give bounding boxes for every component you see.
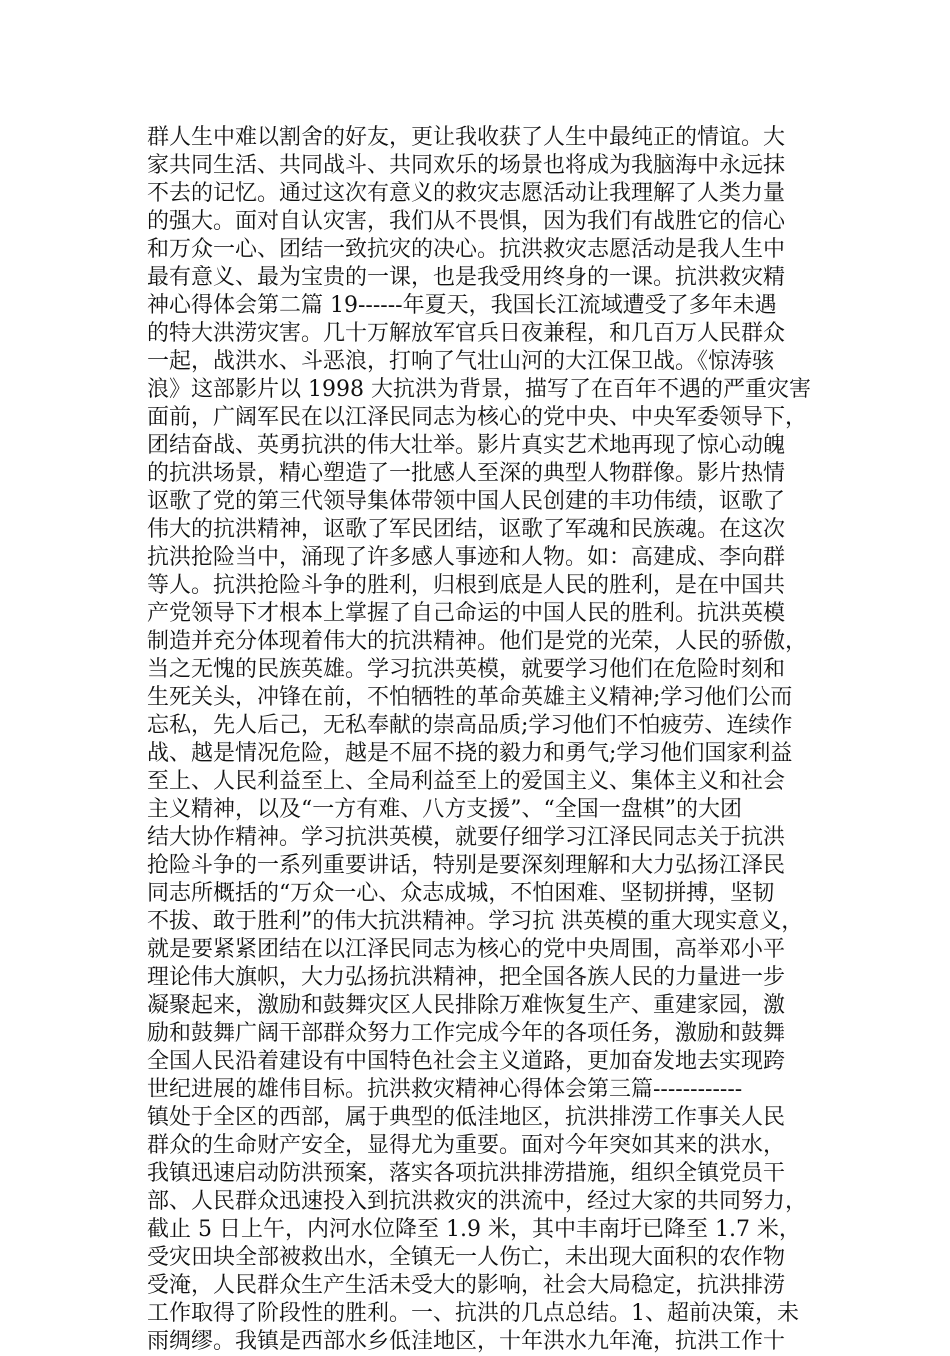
text-line: 等人。抗洪抢险斗争的胜利，归根到底是人民的胜利，是在中国共 <box>147 573 786 598</box>
text-line: 主义精神，以及“一方有难、八方支援”、“全国一盘棋”的大团 <box>147 797 742 822</box>
text-line: 当之无愧的民族英雄。学习抗洪英模，就要学习他们在危险时刻和 <box>147 657 786 682</box>
text-line: 受淹，人民群众生产生活未受大的影响，社会大局稳定，抗洪排涝 <box>147 1273 786 1298</box>
text-line: 团结奋战、英勇抗洪的伟大壮举。影片真实艺术地再现了惊心动魄 <box>147 433 786 458</box>
text-line: 雨绸缪。我镇是西部水乡低洼地区，十年洪水九年淹，抗洪工作十 <box>147 1329 786 1354</box>
text-line: 就是要紧紧团结在以江泽民同志为核心的党中央周围，高举邓小平 <box>147 937 786 962</box>
text-line: 结大协作精神。学习抗洪英模，就要仔细学习江泽民同志关于抗洪 <box>147 825 786 850</box>
text-line: 部、人民群众迅速投入到抗洪救灾的洪流中，经过大家的共同努力， <box>147 1189 808 1214</box>
text-line: 至上、人民利益至上、全局利益至上的爱国主义、集体主义和社会 <box>147 769 786 794</box>
text-line: 家共同生活、共同战斗、共同欢乐的场景也将成为我脑海中永远抹 <box>147 153 786 178</box>
text-line: 伟大的抗洪精神，讴歌了军民团结，讴歌了军魂和民族魂。在这次 <box>147 517 786 542</box>
text-line: 的特大洪涝灾害。几十万解放军官兵日夜兼程，和几百万人民群众 <box>147 321 786 346</box>
text-line: 忘私，先人后己，无私奉献的崇高品质;学习他们不怕疲劳、连续作 <box>147 713 793 738</box>
text-line: 战、越是情况危险，越是不屈不挠的毅力和勇气;学习他们国家利益 <box>147 741 793 766</box>
text-line: 制造并充分体现着伟大的抗洪精神。他们是党的光荣，人民的骄傲， <box>147 629 808 654</box>
text-line: 工作取得了阶段性的胜利。一、抗洪的几点总结。1、超前决策，未 <box>147 1301 799 1326</box>
text-line: 最有意义、最为宝贵的一课，也是我受用终身的一课。抗洪救灾精 <box>147 265 786 290</box>
text-line: 凝聚起来，激励和鼓舞灾区人民排除万难恢复生产、重建家园，激 <box>147 993 786 1018</box>
text-line: 励和鼓舞广阔干部群众努力工作完成今年的各项任务，激励和鼓舞 <box>147 1021 786 1046</box>
text-line: 浪》这部影片以 1998 大抗洪为背景，描写了在百年不遇的严重灾害 <box>147 377 811 402</box>
text-line: 理论伟大旗帜，大力弘扬抗洪精神，把全国各族人民的力量进一步 <box>147 965 786 990</box>
text-line: 面前，广阔军民在以江泽民同志为核心的党中央、中央军委领导下， <box>147 405 808 430</box>
text-line: 抗洪抢险当中，涌现了许多感人事迹和人物。如：高建成、李向群 <box>147 545 786 570</box>
text-line: 的强大。面对自认灾害，我们从不畏惧，因为我们有战胜它的信心 <box>147 209 786 234</box>
text-line: 镇处于全区的西部，属于典型的低洼地区，抗洪排涝工作事关人民 <box>147 1105 786 1130</box>
text-line: 抢险斗争的一系列重要讲话，特别是要深刻理解和大力弘扬江泽民 <box>147 853 786 878</box>
text-line: 和万众一心、团结一致抗灾的决心。抗洪救灾志愿活动是我人生中 <box>147 237 786 262</box>
text-line: 全国人民沿着建设有中国特色社会主义道路，更加奋发地去实现跨 <box>147 1049 786 1074</box>
text-line: 一起，战洪水、斗恶浪，打响了气壮山河的大江保卫战。《惊涛骇 <box>147 349 775 374</box>
text-line: 不拔、敢于胜利”的伟大抗洪精神。学习抗 洪英模的重大现实意义， <box>147 909 804 934</box>
text-line: 讴歌了党的第三代领导集体带领中国人民创建的丰功伟绩，讴歌了 <box>147 489 786 514</box>
body-text <box>147 124 837 1356</box>
text-line: 的抗洪场景，精心塑造了一批感人至深的典型人物群像。影片热情 <box>147 461 786 486</box>
text-line: 我镇迅速启动防洪预案，落实各项抗洪排涝措施，组织全镇党员干 <box>147 1161 786 1186</box>
text-line: 生死关头，冲锋在前，不怕牺牲的革命英雄主义精神;学习他们公而 <box>147 685 793 710</box>
text-line: 受灾田块全部被救出水，全镇无一人伤亡，未出现大面积的农作物 <box>147 1245 786 1270</box>
text-line: 群众的生命财产安全，显得尤为重要。面对今年突如其来的洪水， <box>147 1133 786 1158</box>
text-line: 同志所概括的“万众一心、众志成城，不怕困难、坚韧拼搏，坚韧 <box>147 881 775 906</box>
text-line: 产党领导下才根本上掌握了自己命运的中国人民的胜利。抗洪英模 <box>147 601 786 626</box>
text-line: 世纪进展的雄伟目标。抗洪救灾精神心得体会第三篇------------ <box>147 1077 743 1102</box>
text-line: 截止 5 日上午，内河水位降至 1.9 米，其中丰南圩已降至 1.7 米， <box>147 1217 801 1242</box>
text-line: 神心得体会第二篇 19------年夏天，我国长江流域遭受了多年未遇 <box>147 293 777 318</box>
text-line: 不去的记忆。通过这次有意义的救灾志愿活动让我理解了人类力量 <box>147 181 786 206</box>
text-line: 群人生中难以割舍的好友，更让我收获了人生中最纯正的情谊。大 <box>147 125 786 150</box>
